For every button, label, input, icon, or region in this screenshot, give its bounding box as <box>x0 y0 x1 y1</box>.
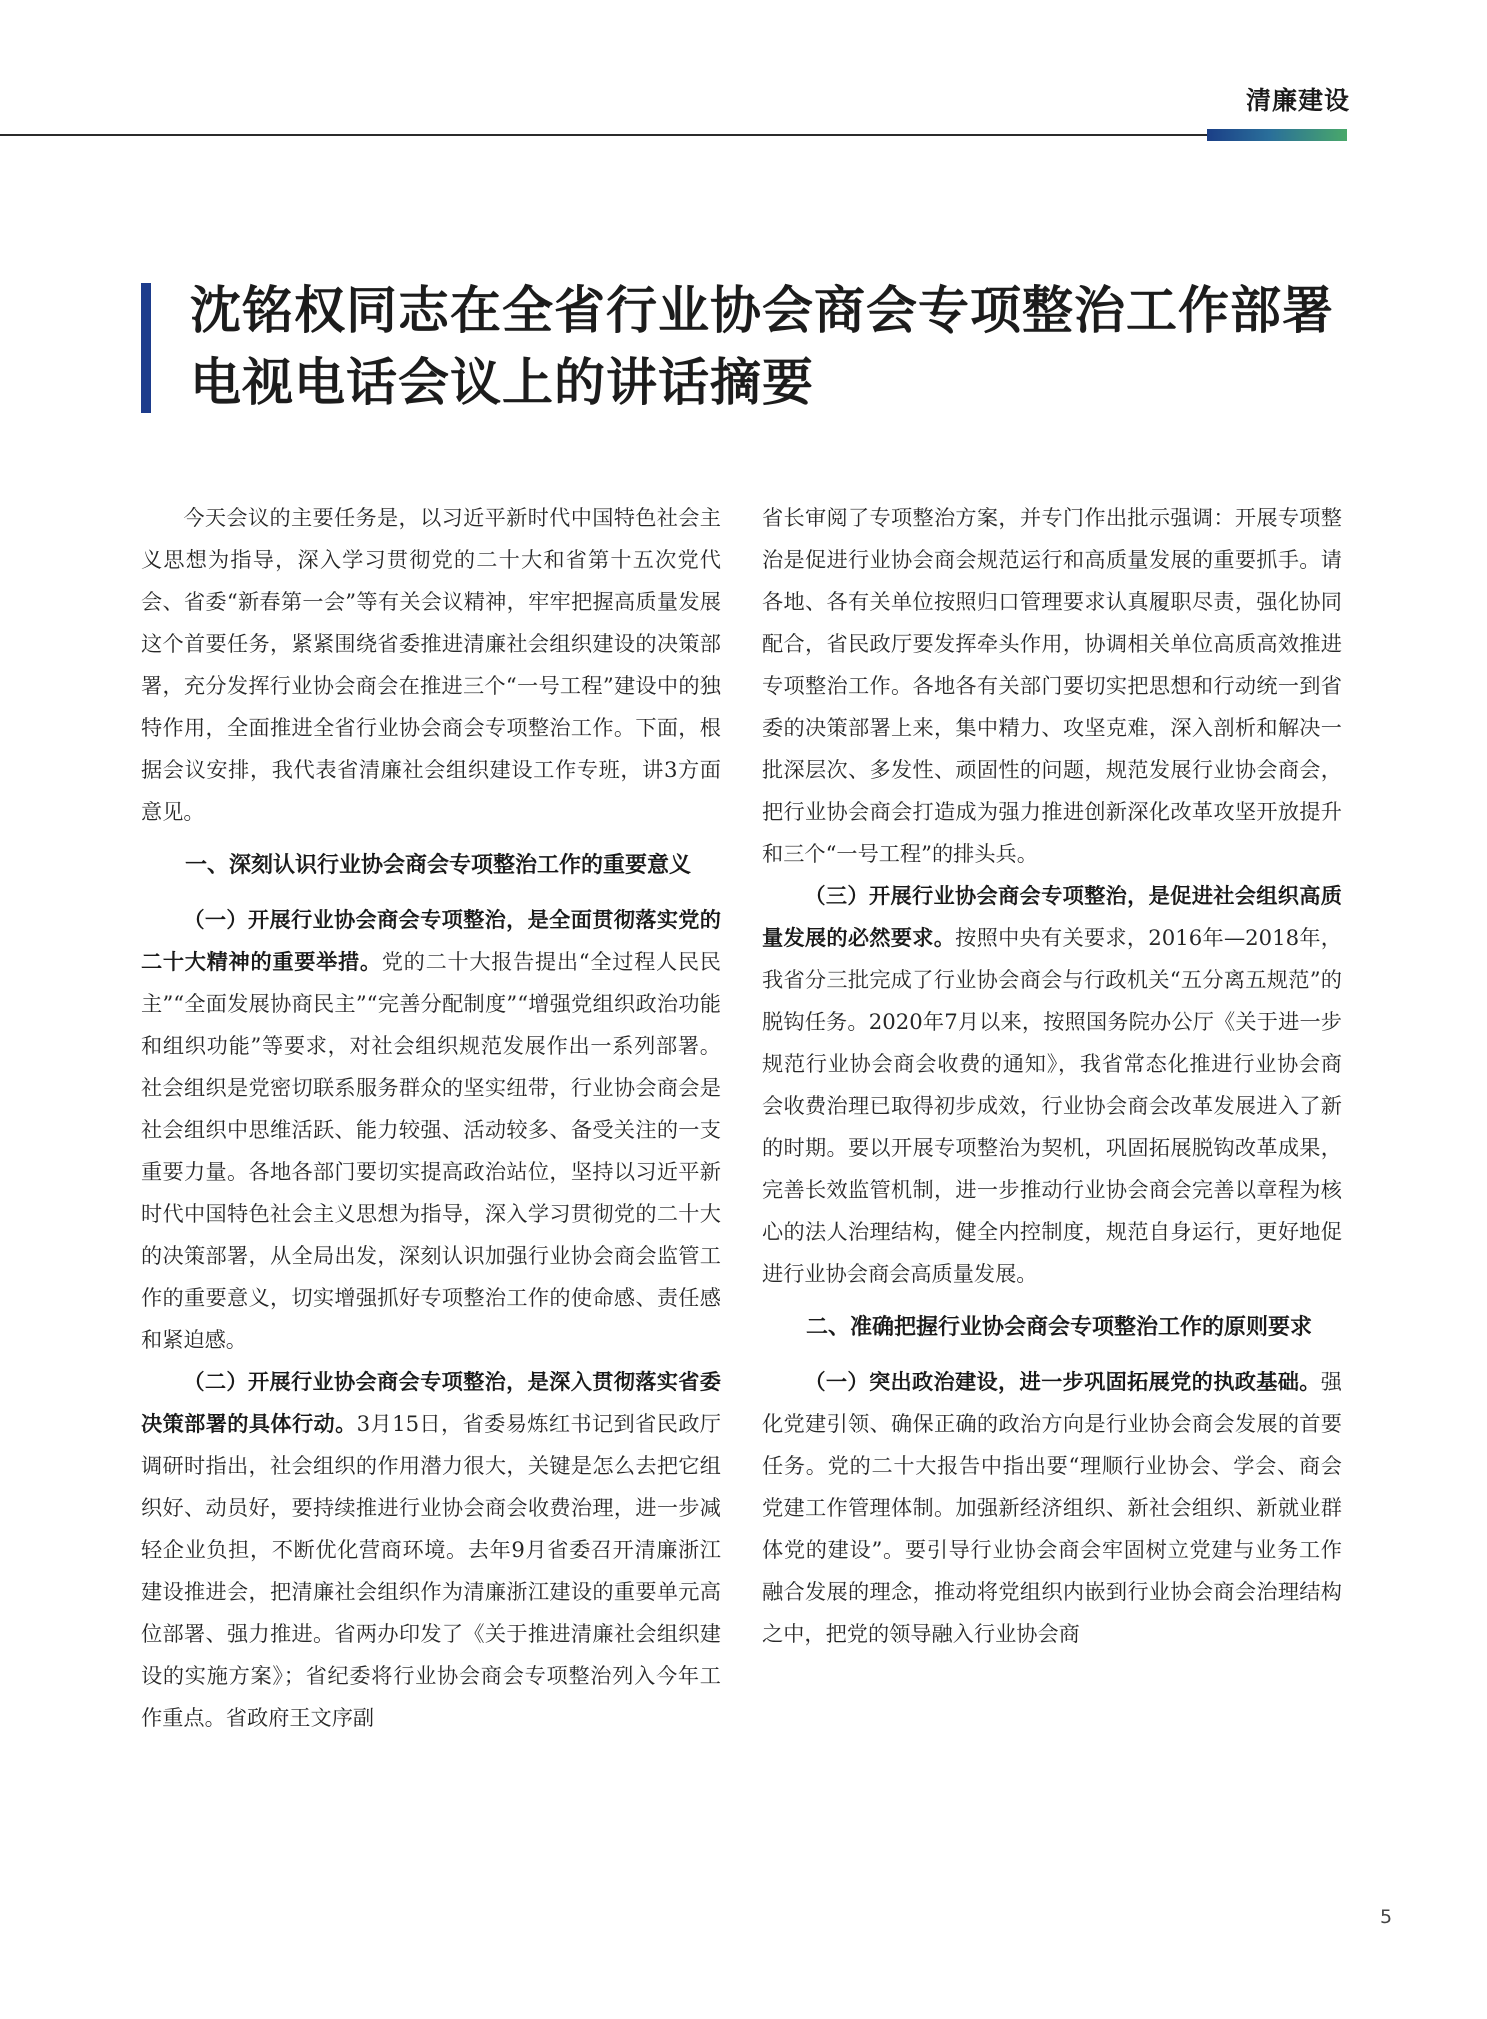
header-accent-bar <box>1207 129 1347 141</box>
paragraph-lead: （一）开展行业协会商会专项整治，是全面贯彻落实党的二十大精神的重要举措。 <box>141 907 721 974</box>
section-label: 清廉建设 <box>1245 86 1350 115</box>
body-paragraph <box>141 899 721 1361</box>
page-number: 5 <box>1380 1906 1393 1928</box>
paragraph-body: 党的二十大报告提出“全过程人民民主”“全面发展协商民主”“完善分配制度”“增强党组织政治功能和组织功能”等要求，对社会组织规范发展作出一系列部署。社会组织是党密切联系服务群众的坚实纽带，行业协会商会是社会组织中思维活跃、能力较强、活动较多、备受关注的一支重要力量。各地各部门要切实提高政治站位，坚持以习近平新时代中国特色社会主义思想为指导，深入学习贯彻党的二十大的决策部署，从全局出发，深刻认识加强行业协会商会监管工作的重要意义，切实增强抓好专项整治工作的使命感、责任感和紧迫感。 <box>141 949 721 1352</box>
header-rule <box>0 134 1207 136</box>
right-column <box>762 497 1342 1655</box>
paragraph-body: 强化党建引领、确保正确的政治方向是行业协会商会发展的首要任务。党的二十大报告中指出要“理顺行业协会、学会、商会党建工作管理体制。加强新经济组织、新社会组织、新就业群体党的建设”。要引导行业协会商会牢固树立党建与业务工作融合发展的理念，推动将党组织内嵌到行业协会商会治理结构之中，把党的领导融入行业协会商 <box>762 1369 1342 1646</box>
section-heading-1: 一、深刻认识行业协会商会专项整治工作的重要意义 <box>185 853 692 878</box>
paragraph-lead: （三）开展行业协会商会专项整治，是促进社会组织高质量发展的必然要求。 <box>762 883 1342 950</box>
paragraph-lead: （一）突出政治建设，进一步巩固拓展党的执政基础。 <box>804 1369 1321 1394</box>
article-title: 沈铭权同志在全省行业协会商会专项整治工作部署电视电话会议上的讲话摘要 <box>190 282 1335 413</box>
left-column <box>141 497 721 1739</box>
section-heading-2: 二、准确把握行业协会商会专项整治工作的原则要求 <box>806 1315 1313 1340</box>
body-paragraph <box>762 875 1342 1295</box>
body-paragraph <box>762 1361 1342 1655</box>
paragraph-lead: （二）开展行业协会商会专项整治，是深入贯彻落实省委决策部署的具体行动。 <box>141 1369 721 1436</box>
title-accent-bar <box>141 283 151 413</box>
paragraph-body: 3月15日，省委易炼红书记到省民政厅调研时指出，社会组织的作用潜力很大，关键是怎么去把它组织好、动员好，要持续推进行业协会商会收费治理，进一步减轻企业负担，不断优化营商环境。去年9月省委召开清廉浙江建设推进会，把清廉社会组织作为清廉浙江建设的重要单元高位部署、强力推进。省两办印发了《关于推进清廉社会组织建设的实施方案》；省纪委将行业协会商会专项整治列入今年工作重点。省政府王文序副 <box>141 1411 721 1730</box>
paragraph-body: 按照中央有关要求，2016年—2018年，我省分三批完成了行业协会商会与行政机关“五分离五规范”的脱钩任务。2020年7月以来，按照国务院办公厅《关于进一步规范行业协会商会收费的通知》，我省常态化推进行业协会商会收费治理已取得初步成效，行业协会商会改革发展进入了新的时期。要以开展专项整治为契机，巩固拓展脱钩改革成果，完善长效监管机制，进一步推动行业协会商会完善以章程为核心的法人治理结构，健全内控制度，规范自身运行，更好地促进行业协会商会高质量发展。 <box>762 925 1342 1286</box>
intro-paragraph: 今天会议的主要任务是，以习近平新时代中国特色社会主义思想为指导，深入学习贯彻党的二十大和省第十五次党代会、省委“新春第一会”等有关会议精神，牢牢把握高质量发展这个首要任务，紧紧围绕省委推进清廉社会组织建设的决策部署，充分发挥行业协会商会在推进三个“一号工程”建设中的独特作用，全面推进全省行业协会商会专项整治工作。下面，根据会议安排，我代表省清廉社会组织建设工作专班，讲3方面意见。 <box>141 505 721 824</box>
continued-paragraph: 省长审阅了专项整治方案，并专门作出批示强调：开展专项整治是促进行业协会商会规范运行和高质量发展的重要抓手。请各地、各有关单位按照归口管理要求认真履职尽责，强化协同配合，省民政厅要发挥牵头作用，协调相关单位高质高效推进专项整治工作。各地各有关部门要切实把思想和行动统一到省委的决策部署上来，集中精力、攻坚克难，深入剖析和解决一批深层次、多发性、顽固性的问题，规范发展行业协会商会，把行业协会商会打造成为强力推进创新深化改革攻坚开放提升和三个“一号工程”的排头兵。 <box>762 505 1342 866</box>
body-paragraph <box>141 1361 721 1739</box>
